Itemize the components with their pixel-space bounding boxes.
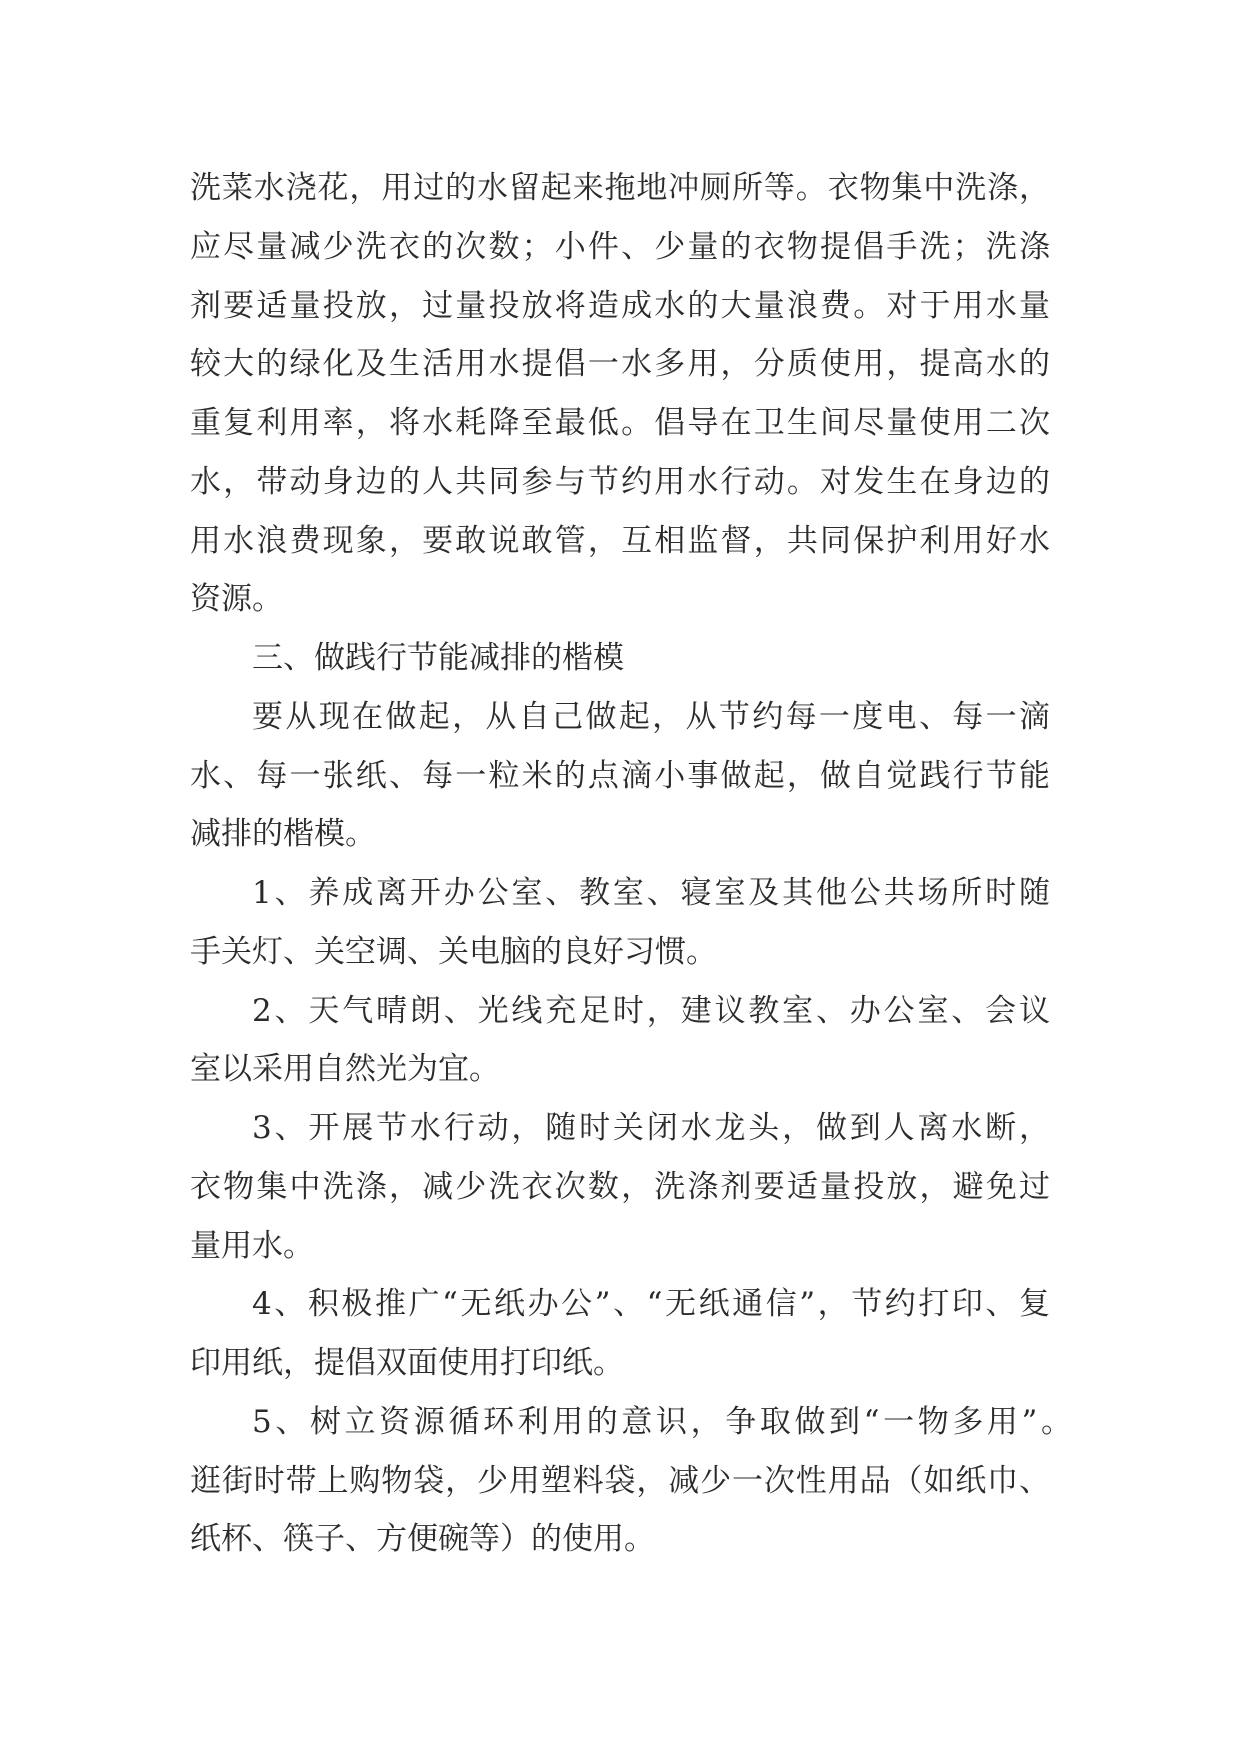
text-line: 手关灯、关空调、关电脑的良好习惯。 xyxy=(190,934,717,970)
text-line: 室以采用自然光为宜。 xyxy=(190,1051,500,1087)
list-item-4: 4、积极推广“无纸办公”、“无纸通信”，节约打印、复 xyxy=(252,1286,1050,1322)
list-item-1: 1、养成离开办公室、教室、寝室及其他公共场所时随 xyxy=(252,875,1050,911)
text-line: 印用纸，提倡双面使用打印纸。 xyxy=(190,1345,624,1381)
text-line: 水、每一张纸、每一粒米的点滴小事做起，做自觉践行节能 xyxy=(190,758,1050,794)
text-line: 洗菜水浇花，用过的水留起来拖地冲厕所等。衣物集中洗涤， xyxy=(190,170,1050,206)
list-item-3: 3、开展节水行动，随时关闭水龙头，做到人离水断， xyxy=(252,1110,1050,1146)
text-line: 资源。 xyxy=(190,581,283,617)
text-line: 较大的绿化及生活用水提倡一水多用，分质使用，提高水的 xyxy=(190,346,1050,382)
section-heading: 三、做践行节能减排的楷模 xyxy=(252,640,624,676)
text-line: 重复利用率，将水耗降至最低。倡导在卫生间尽量使用二次 xyxy=(190,405,1050,441)
text-line: 水，带动身边的人共同参与节约用水行动。对发生在身边的 xyxy=(190,464,1050,500)
text-line: 减排的楷模。 xyxy=(190,816,376,852)
text-line: 剂要适量投放，过量投放将造成水的大量浪费。对于用水量 xyxy=(190,288,1050,324)
text-line: 衣物集中洗涤，减少洗衣次数，洗涤剂要适量投放，避免过 xyxy=(190,1169,1050,1205)
text-line: 量用水。 xyxy=(190,1228,314,1264)
list-item-5: 5、树立资源循环利用的意识，争取做到“一物多用”。 xyxy=(252,1404,1072,1440)
text-line: 应尽量减少洗衣的次数；小件、少量的衣物提倡手洗；洗涤 xyxy=(190,229,1050,265)
text-line: 要从现在做起，从自己做起，从节约每一度电、每一滴 xyxy=(252,699,1050,735)
list-item-2: 2、天气晴朗、光线充足时，建议教室、办公室、会议 xyxy=(252,993,1050,1029)
text-line: 用水浪费现象，要敢说敢管，互相监督，共同保护利用好水 xyxy=(190,523,1050,559)
text-line: 逛街时带上购物袋，少用塑料袋，减少一次性用品（如纸巾、 xyxy=(190,1463,1050,1499)
text-line: 纸杯、筷子、方便碗等）的使用。 xyxy=(190,1521,655,1557)
